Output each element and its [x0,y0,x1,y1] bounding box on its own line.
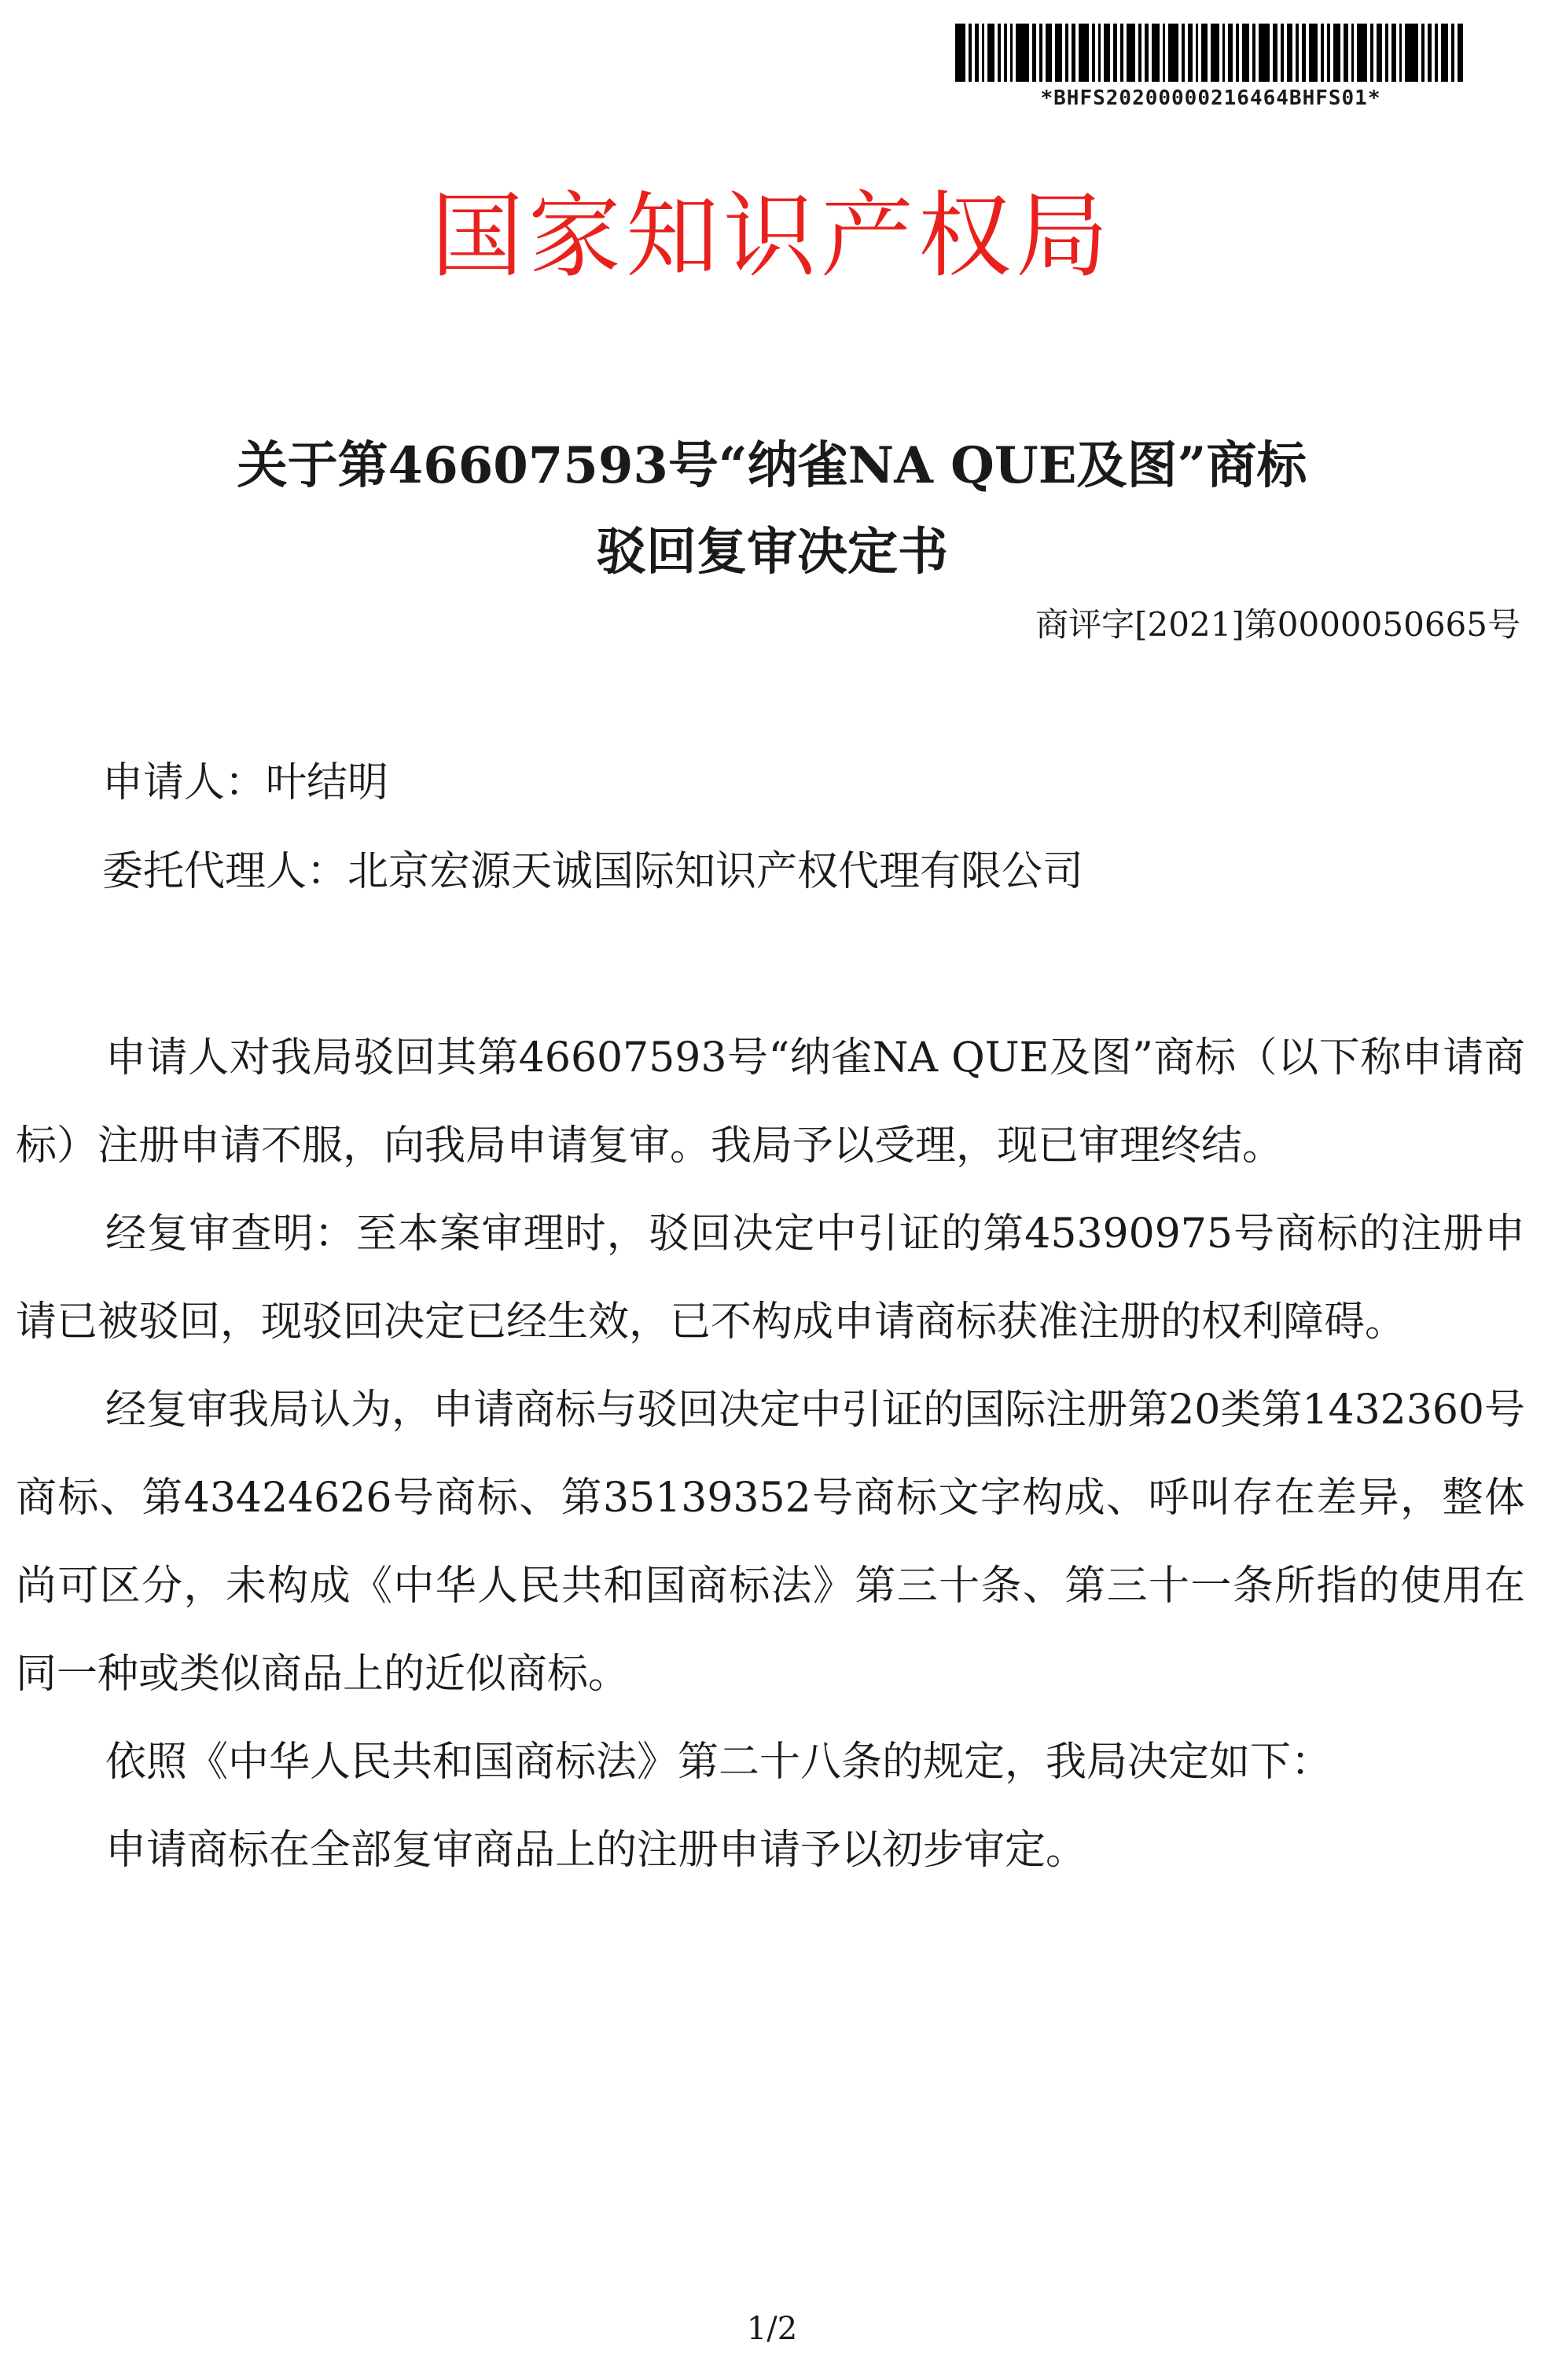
document-title-line2: 驳回复审决定书 [596,523,948,582]
barcode-bar [1309,24,1318,82]
paragraph: 申请人对我局驳回其第46607593号“纳雀NA QUE及图”商标（以下称申请商标）注册申请不服，向我局申请复审。我局予以受理，现已审理终结。 [16,1034,1525,1170]
agency-name: 国家知识产权局 [430,182,1113,290]
barcode-image [955,24,1466,82]
barcode-bar [1163,24,1166,82]
barcode-bar [1168,24,1178,82]
barcode-bar [969,24,972,82]
barcode-bar [1252,24,1255,82]
barcode-bar [1259,24,1270,82]
barcode-block [955,24,1466,110]
applicant: 申请人：叶结明 [102,759,389,806]
barcode-bar [1351,24,1355,82]
page-number: 1/2 [746,2311,798,2347]
barcode-bar [1072,24,1076,82]
barcode-bar [1092,24,1095,82]
barcode-bar [1327,24,1330,82]
barcode-bar [987,24,994,82]
barcode-bar [1098,24,1101,82]
barcode-bar [1370,24,1373,82]
barcode-bar [1287,24,1292,82]
barcode-bar [1152,24,1159,82]
barcode-bar [1377,24,1382,82]
barcode-bar [1399,24,1402,82]
barcode-bar [1145,24,1149,82]
barcode-bar [1138,24,1141,82]
barcode-bar [1421,24,1425,82]
barcode-text: *BHFS20200000216464BHFS01* [1040,86,1381,110]
barcode-bar [1357,24,1367,82]
barcode-bar [1079,24,1089,82]
barcode-bar [998,24,1001,82]
barcode-bar [1016,24,1029,82]
barcode-bar [1391,24,1396,82]
barcode-bar [1004,24,1007,82]
paragraph: 申请商标在全部复审商品上的注册申请予以初步审定。 [105,1827,1087,1874]
barcode-bar [1435,24,1438,82]
barcode-bar [1065,24,1068,82]
barcode-bar [1113,24,1118,82]
barcode-bar [1428,24,1432,82]
barcode-bar [1032,24,1037,82]
barcode-bar [1039,24,1042,82]
barcode-bar [1055,24,1062,82]
barcode-bar [1188,24,1193,82]
decision-body [16,1014,1525,1894]
barcode-bar [1302,24,1307,82]
barcode-bar [1385,24,1388,82]
barcode-bar [1046,24,1051,82]
barcode-bar [1182,24,1185,82]
barcode-bar [1010,24,1013,82]
barcode-bar [1333,24,1340,82]
barcode-bar [1222,24,1226,82]
barcode-bar [1321,24,1324,82]
barcode-bar [1273,24,1277,82]
barcode-bar [1405,24,1418,82]
paragraph: 依照《中华人民共和国商标法》第二十八条的规定，我局决定如下： [105,1739,1333,1786]
barcode-bar [1441,24,1448,82]
barcode-bar [1451,24,1454,82]
document-number: 商评字[2021]第0000050665号 [1035,605,1520,644]
paragraph: 经复审查明：至本案审理时，驳回决定中引证的第45390975号商标的注册申请已被驳回，现驳回决定已经生效，已不构成申请商标获准注册的权利障碍。 [16,1210,1525,1346]
barcode-bar [1296,24,1299,82]
barcode-bar [1104,24,1109,82]
barcode-bar [1344,24,1348,82]
barcode-bar [955,24,965,82]
paragraph: 经复审我局认为，申请商标与驳回决定中引证的国际注册第20类第1432360号商标、第43424626号商标、第35139352号商标文字构成、呼叫存在差异，整体尚可区分，未构成《中华人民共和国商标法》第三十条、第三十一条所指的使用在同一种或类似商品上的近似商标。 [16,1386,1525,1698]
barcode-bar [1242,24,1249,82]
barcode-bar [1281,24,1284,82]
barcode-bar [982,24,984,82]
document-title-line1: 关于第46607593号“纳雀NA QUE及图”商标 [237,436,1307,495]
barcode-bar [1127,24,1135,82]
barcode-bar [1458,24,1463,82]
barcode-bar [1211,24,1219,82]
barcode-bar [1201,24,1207,82]
agent: 委托代理人：北京宏源天诚国际知识产权代理有限公司 [102,848,1084,895]
barcode-bar [975,24,980,82]
barcode-bar [1196,24,1199,82]
barcode-bar [1120,24,1123,82]
barcode-bar [1236,24,1239,82]
barcode-bar [1228,24,1233,82]
